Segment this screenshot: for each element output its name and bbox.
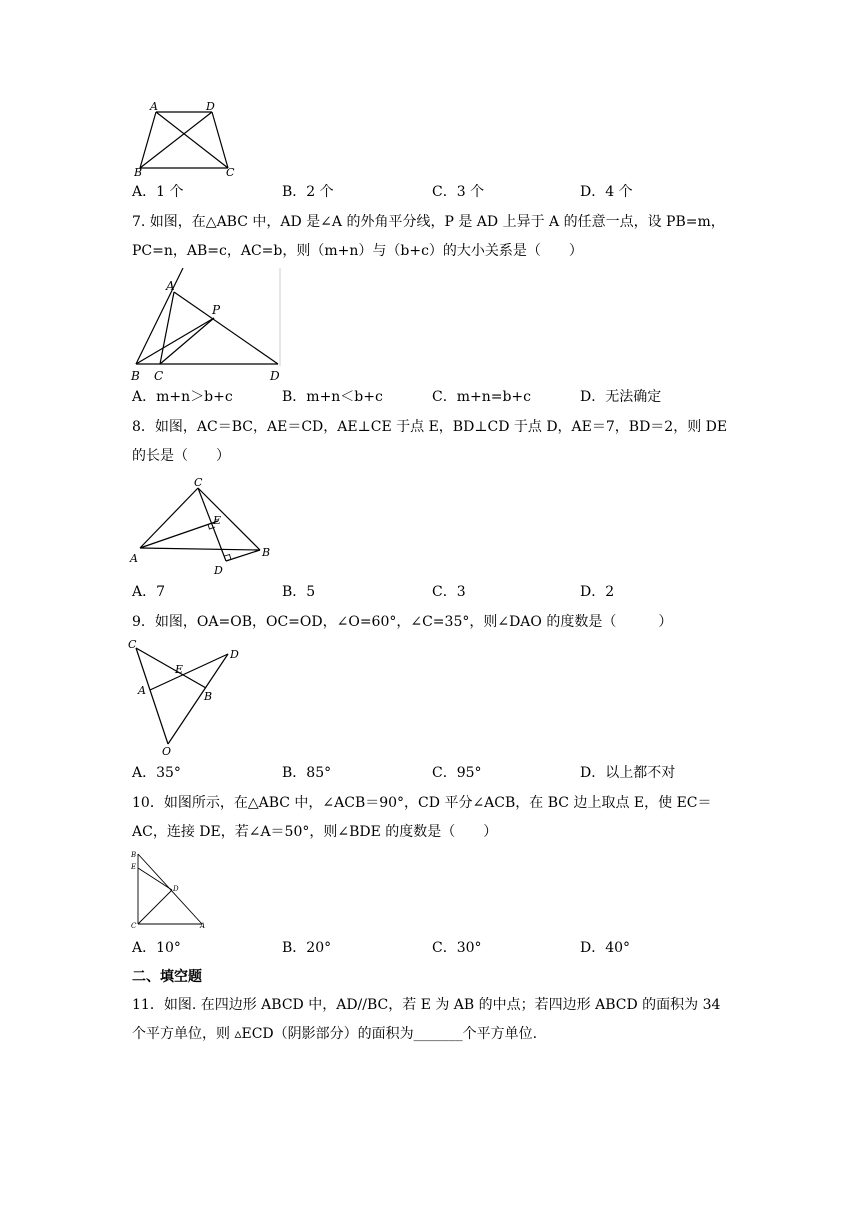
q9-label-c: C	[128, 638, 137, 651]
q7-label-d: D	[270, 369, 280, 383]
q6-label-a: A	[150, 100, 158, 113]
q7-option-d[interactable]: D．无法确定	[580, 389, 662, 405]
q9-options	[132, 763, 752, 783]
q7-option-a[interactable]: A．m+n＞b+c	[132, 389, 233, 405]
q10-option-a[interactable]: A．10°	[132, 940, 181, 956]
q10-option-d[interactable]: D．40°	[580, 940, 631, 956]
q9-option-a[interactable]: A．35°	[132, 765, 181, 781]
q8-label-e: E	[213, 514, 222, 527]
q7-label-c: C	[154, 369, 164, 383]
q8-option-c[interactable]: C．3	[432, 584, 466, 600]
q7-label-b: B	[131, 369, 140, 383]
q6-label-d: D	[206, 100, 215, 113]
q9-option-b[interactable]: B．85°	[282, 765, 332, 781]
q6-options	[132, 182, 752, 202]
q8-option-d[interactable]: D．2	[580, 584, 615, 600]
q6-option-a[interactable]: A．1 个	[132, 184, 184, 200]
q9-label-o: O	[162, 745, 172, 756]
q10-label-e: E	[131, 863, 137, 871]
q8-stem-line1: 8．如图，AC＝BC，AE＝CD，AE⊥CE 于点 E，BD⊥CD 于点 D，AE＝7，BD＝2，则 DE	[132, 419, 728, 435]
q6-option-d[interactable]: D．4 个	[580, 184, 633, 200]
q10-label-a: A	[200, 922, 206, 930]
q8-label-d: D	[214, 564, 223, 577]
q8-label-b: B	[262, 546, 271, 559]
q7-label-p: P	[212, 303, 221, 317]
q10-option-b[interactable]: B．20°	[282, 940, 332, 956]
q8-options	[132, 582, 752, 602]
q6-option-c[interactable]: C．3 个	[432, 184, 485, 200]
q7-stem-line1: 7. 如图，在△ABC 中，AD 是∠A 的外角平分线，P 是 AD 上异于 A 的任意一点，设 PB=m，	[132, 214, 725, 230]
q10-label-b: B	[131, 851, 137, 859]
q7-option-c[interactable]: C．m+n=b+c	[432, 389, 531, 405]
section-title-fill-in: 二、填空题	[132, 969, 202, 985]
q9-option-c[interactable]: C．95°	[432, 765, 482, 781]
q7-option-b[interactable]: B．m+n＜b+c	[282, 389, 383, 405]
q10-options	[132, 938, 752, 958]
q9-option-d[interactable]: D．以上都不对	[580, 765, 676, 781]
q10-figure	[128, 848, 212, 932]
q10-stem-line2: AC，连接 DE，若∠A＝50°，则∠BDE 的度数是（ ）	[132, 824, 498, 840]
q10-option-c[interactable]: C．30°	[432, 940, 482, 956]
q7-options	[132, 387, 752, 407]
q8-figure	[128, 476, 278, 578]
q9-label-d: D	[230, 648, 239, 661]
q10-label-d: D	[173, 885, 179, 893]
q9-label-b: B	[204, 690, 213, 703]
q7-stem-line2: PC=n，AB=c，AC=b，则（m+n）与（b+c）的大小关系是（ ）	[132, 243, 583, 259]
q6-option-b[interactable]: B．2 个	[282, 184, 334, 200]
q6-label-b: B	[134, 166, 143, 178]
q10-label-c: C	[131, 922, 137, 930]
q9-label-a: A	[138, 684, 146, 697]
q8-option-b[interactable]: B．5	[282, 584, 316, 600]
q9-label-e: E	[175, 663, 184, 676]
q9-figure	[126, 638, 250, 756]
q8-label-c: C	[194, 476, 203, 489]
q6-figure	[134, 100, 244, 178]
q11-stem-line1: 11．如图. 在四边形 ABCD 中，AD//BC，若 E 为 AB 的中点；若四边形 ABCD 的面积为 34	[132, 997, 721, 1013]
q8-stem-line2: 的长是（ ）	[132, 448, 230, 464]
q8-label-a: A	[130, 552, 138, 565]
q7-figure	[128, 268, 288, 384]
q8-option-a[interactable]: A．7	[132, 584, 166, 600]
q11-stem-line2: 个平方单位，则 ▵ECD（阴影部分）的面积为_______个平方单位.	[132, 1026, 538, 1042]
q6-label-c: C	[226, 166, 235, 178]
q9-stem: 9．如图，OA=OB，OC=OD，∠O=60°，∠C=35°，则∠DAO 的度数是（ ）	[132, 614, 673, 630]
q10-stem-line1: 10．如图所示，在△ABC 中，∠ACB＝90°，CD 平分∠ACB，在 BC 边上取点 E，使 EC＝	[132, 795, 712, 811]
q7-label-a: A	[166, 279, 175, 293]
